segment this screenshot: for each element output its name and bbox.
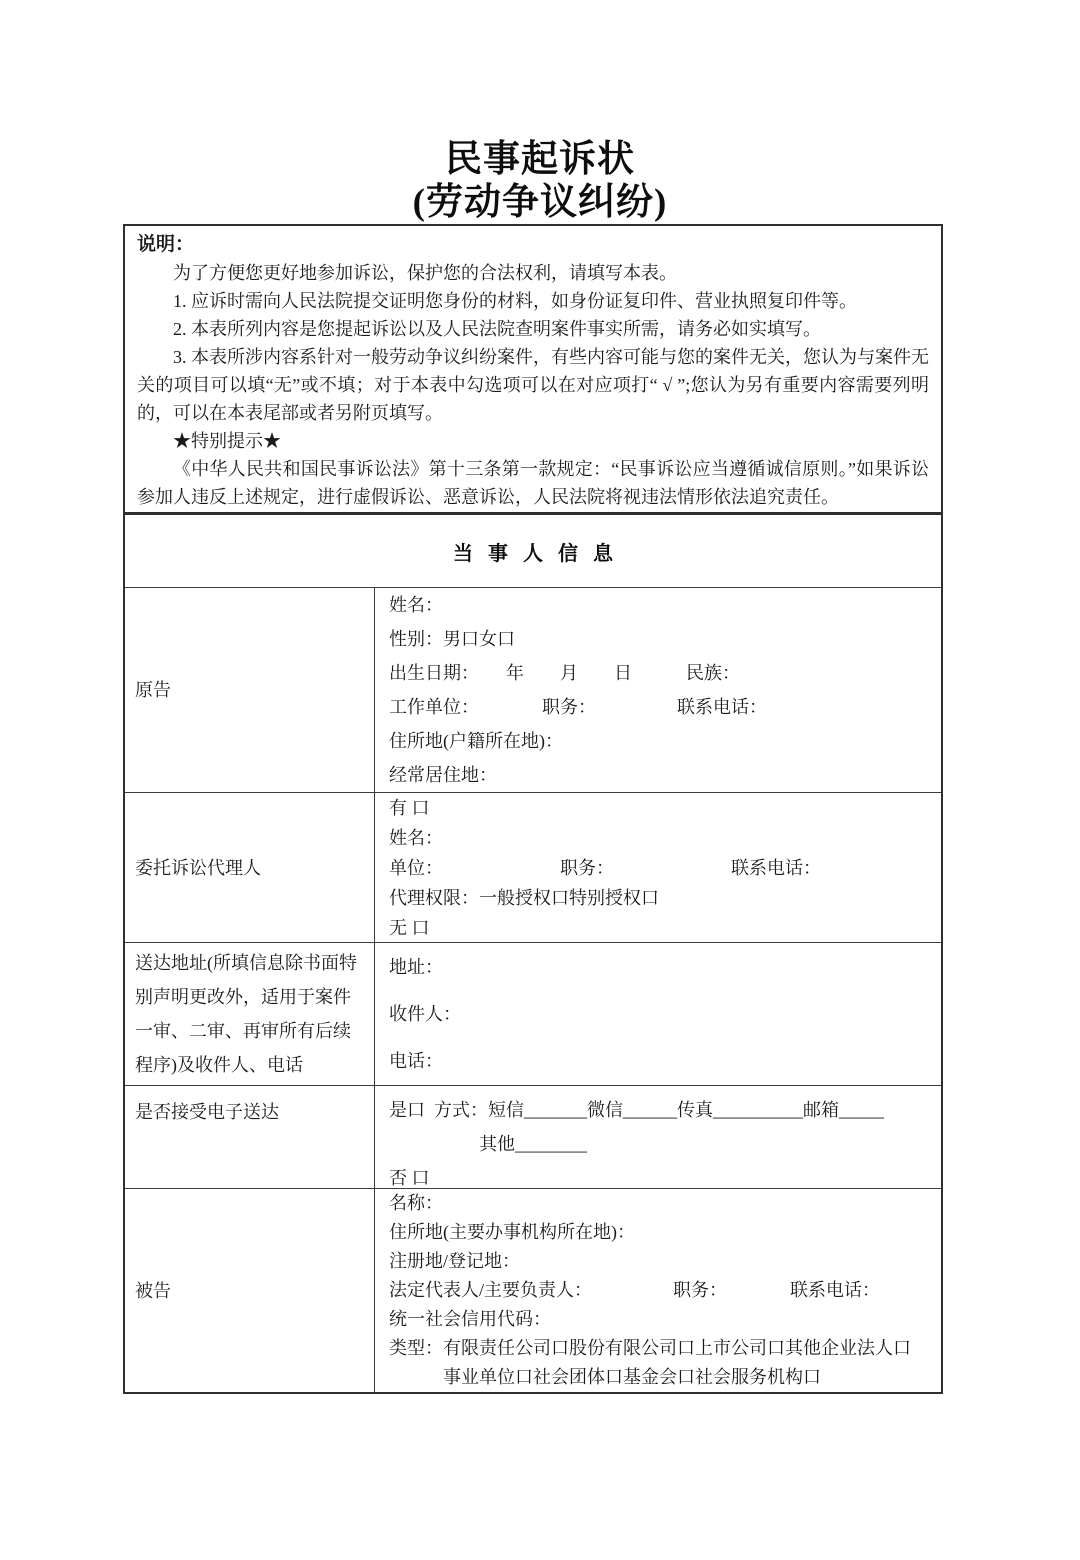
plaintiff-gender-line: 性别：男口女口	[389, 629, 515, 649]
defendant-credit-code-line: 统一社会信用代码：	[389, 1309, 551, 1329]
defendant-type-line-1: 类型：有限责任公司口股份有限公司口上市公司口其他企业法人口	[389, 1338, 911, 1358]
plaintiff-name-line: 姓名：	[389, 595, 443, 615]
litigation-agent-row	[125, 792, 941, 942]
agent-has-checkbox-line: 有 口	[389, 797, 430, 818]
document-title: 民事起诉状	[445, 139, 635, 180]
defendant-registered-address-line: 注册地/登记地：	[389, 1251, 521, 1271]
instruction-paragraph-2: 2. 本表所列内容是您提起诉讼以及人民法院查明案件事实所需，请务必如实填写。	[173, 319, 821, 339]
edelivery-yes-methods-line: 是口 方式：短信_______微信______传真__________邮箱_____	[389, 1100, 884, 1120]
plaintiff-birthdate-line: 出生日期： 年 月 日 民族：	[389, 663, 740, 683]
instruction-paragraph-3: 3. 本表所涉内容系针对一般劳动争议纠纷案件，有些内容可能与您的案件无关，您认为与案件无关的项目可以填“无”或不填；对于本表中勾选项可以在对应项打“ √ ”;您认为另有重要内容需要列明的，可以在本表尾部或者另附页填写。	[137, 347, 929, 423]
defendant-row	[125, 1188, 941, 1392]
complaint-form-table	[123, 224, 943, 1394]
agent-authority-line: 代理权限：一般授权口特别授权口	[389, 887, 659, 908]
service-address-label: 送达地址(所填信息除书面特别声明更改外，适用于案件一审、二审、再审所有后续程序)及收件人、电话	[125, 943, 375, 1085]
edelivery-no-line: 否 口	[389, 1168, 430, 1188]
plaintiff-residence-line: 住所地(户籍所在地)：	[389, 731, 563, 751]
defendant-label: 被告	[125, 1189, 375, 1392]
litigation-agent-fields	[375, 793, 941, 942]
agent-none-checkbox-line: 无 口	[389, 917, 430, 938]
defendant-legal-rep-line: 法定代表人/主要负责人： 职务： 联系电话：	[389, 1280, 880, 1300]
electronic-delivery-fields	[375, 1086, 941, 1188]
instructions-section	[125, 226, 941, 512]
litigation-agent-label: 委托诉讼代理人	[125, 793, 375, 942]
service-address-row	[125, 942, 941, 1085]
agent-name-line: 姓名：	[389, 827, 443, 848]
document-header	[0, 0, 1080, 224]
plaintiff-label: 原告	[125, 588, 375, 792]
electronic-delivery-row	[125, 1085, 941, 1188]
special-notice-text: 《中华人民共和国民事诉讼法》第十三条第一款规定：“民事诉讼应当遵循诚信原则。”如果诉讼参加人违反上述规定，进行虚假诉讼、恶意诉讼，人民法院将视违法情形依法追究责任。	[137, 459, 929, 507]
service-address-fields	[375, 943, 941, 1085]
electronic-delivery-label: 是否接受电子送达	[125, 1086, 375, 1188]
party-info-title: 当事人信息	[453, 542, 628, 565]
agent-employer-line: 单位： 职务： 联系电话：	[389, 857, 821, 878]
defendant-domicile-line: 住所地(主要办事机构所在地)：	[389, 1222, 635, 1242]
service-address-line: 地址：	[389, 956, 443, 977]
party-info-header-row	[125, 512, 941, 587]
defendant-name-line: 名称：	[389, 1193, 443, 1213]
defendant-fields	[375, 1189, 941, 1392]
plaintiff-habitual-residence-line: 经常居住地：	[389, 765, 497, 785]
defendant-type-line-2: 事业单位口社会团体口基金会口社会服务机构口	[389, 1367, 821, 1387]
document-subtitle: (劳动争议纠纷)	[412, 182, 668, 223]
edelivery-other-line: 其他________	[389, 1134, 587, 1154]
service-recipient-line: 收件人：	[389, 1003, 461, 1024]
plaintiff-employer-line: 工作单位： 职务： 联系电话：	[389, 697, 767, 717]
instruction-paragraph-1: 1. 应诉时需向人民法院提交证明您身份的材料，如身份证复印件、营业执照复印件等。	[173, 291, 857, 311]
plaintiff-fields	[375, 588, 941, 792]
special-notice-heading: ★特别提示★	[173, 431, 281, 451]
plaintiff-row	[125, 587, 941, 792]
instructions-heading: 说明：	[137, 234, 195, 255]
service-phone-line: 电话：	[389, 1050, 443, 1071]
instruction-paragraph-intro: 为了方便您更好地参加诉讼，保护您的合法权利，请填写本表。	[173, 263, 677, 283]
